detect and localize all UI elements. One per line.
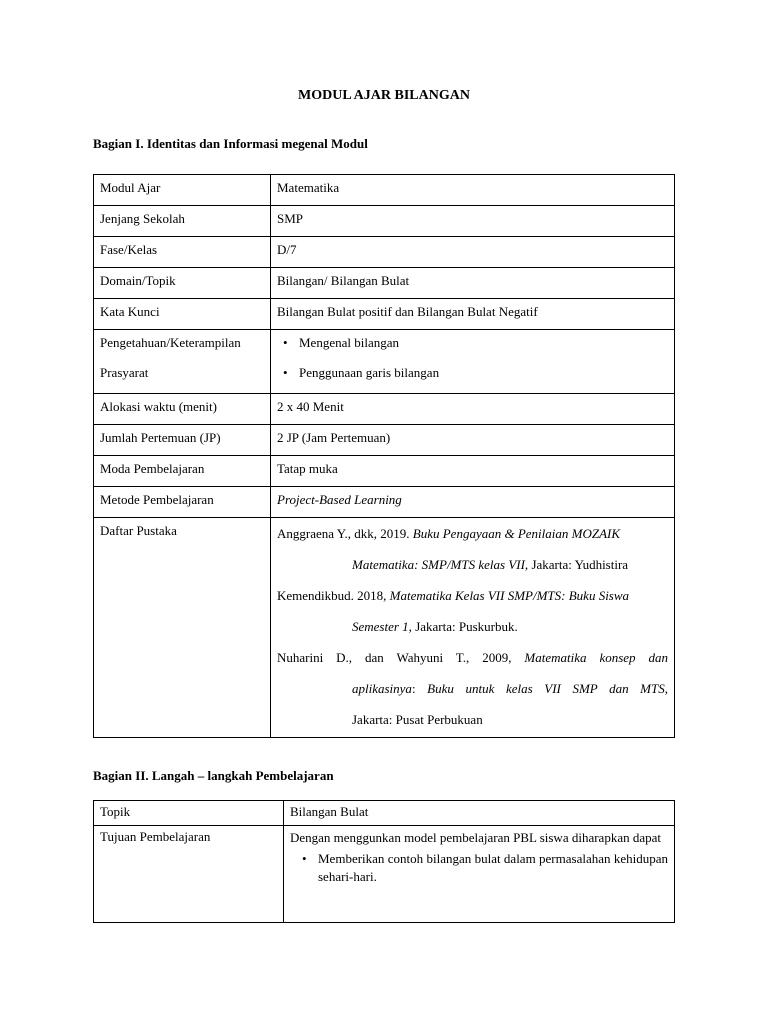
- row-value: 2 JP (Jam Pertemuan): [271, 425, 675, 456]
- ref-title: Semester 1,: [352, 619, 412, 634]
- learning-steps-table: [93, 800, 675, 923]
- row-value: Tatap muka: [271, 456, 675, 487]
- list-item: • Penggunaan garis bilangan: [299, 364, 668, 382]
- ref-publisher: Jakarta: Pusat Perbukuan: [352, 712, 483, 727]
- prasyarat-label-line1: Pengetahuan/Keterampilan: [100, 335, 241, 350]
- table-row: [94, 237, 675, 268]
- ref-title: Buku Pengayaan & Penilaian MOZAIK: [412, 526, 621, 541]
- ref-publisher: Jakarta: Puskurbuk.: [411, 619, 518, 634]
- prasyarat-label-line2: Prasyarat: [100, 365, 149, 380]
- table-row: [94, 175, 675, 206]
- module-identity-table: [93, 174, 675, 738]
- section-1-heading: Bagian I. Identitas dan Informasi megenal Modul: [93, 136, 368, 151]
- list-item: • Memberikan contoh bilangan bulat dalam permasalahan kehidupan sehari-hari.: [318, 850, 668, 886]
- ref-title: Matematika konsep dan: [524, 650, 668, 665]
- table-row: [94, 801, 675, 826]
- row-value: SMP: [271, 206, 675, 237]
- section-2-heading: Bagian II. Langah – langkah Pembelajaran: [93, 768, 334, 783]
- row-label: Domain/Topik: [94, 268, 271, 299]
- row-label: Metode Pembelajaran: [94, 487, 271, 518]
- row-label: Fase/Kelas: [94, 237, 271, 268]
- table-row: [94, 299, 675, 330]
- reference-1: [277, 518, 668, 580]
- method-value: Project-Based Learning: [277, 492, 402, 507]
- ref-title: Matematika Kelas VII SMP/MTS: Buku Siswa: [389, 588, 630, 603]
- row-value: [271, 330, 675, 394]
- ref-author: Kemendikbud. 2018,: [277, 588, 390, 603]
- table-row: [94, 394, 675, 425]
- row-value: [271, 518, 675, 738]
- row-label: Topik: [94, 801, 284, 826]
- row-value: D/7: [271, 237, 675, 268]
- ref-separator: :: [411, 681, 428, 696]
- row-label: Daftar Pustaka: [94, 518, 271, 738]
- table-row: [94, 456, 675, 487]
- table-row: [94, 268, 675, 299]
- row-label: Modul Ajar: [94, 175, 271, 206]
- row-label: Jenjang Sekolah: [94, 206, 271, 237]
- prasyarat-list: [277, 334, 668, 382]
- row-label: Kata Kunci: [94, 299, 271, 330]
- table-row: [94, 487, 675, 518]
- table-row-prasyarat: [94, 330, 675, 394]
- row-value: [284, 826, 675, 923]
- table-row: [94, 826, 675, 923]
- row-value: Bilangan/ Bilangan Bulat: [271, 268, 675, 299]
- ref-separator: ,: [664, 681, 668, 696]
- row-value: Matematika: [271, 175, 675, 206]
- reference-3: [277, 642, 668, 735]
- ref-title: aplikasinya: [352, 681, 412, 696]
- ref-title: Buku untuk kelas VII SMP dan MTS: [427, 681, 665, 696]
- row-label: Jumlah Pertemuan (JP): [94, 425, 271, 456]
- tujuan-list: [290, 850, 668, 886]
- row-label: Tujuan Pembelajaran: [94, 826, 284, 923]
- row-value: Bilangan Bulat positif dan Bilangan Bulat Negatif: [271, 299, 675, 330]
- reference-2: [277, 580, 668, 642]
- ref-author: Anggraena Y., dkk, 2019.: [277, 526, 413, 541]
- tujuan-intro: Dengan menggunkan model pembelajaran PBL siswa diharapkan dapat: [290, 830, 661, 845]
- row-value: 2 x 40 Menit: [271, 394, 675, 425]
- row-label: [94, 330, 271, 394]
- table-row: [94, 206, 675, 237]
- table-row-pustaka: [94, 518, 675, 738]
- list-item: • Mengenal bilangan: [299, 334, 668, 352]
- row-label: Moda Pembelajaran: [94, 456, 271, 487]
- ref-publisher: Jakarta: Yudhistira: [528, 557, 629, 572]
- document-title: MODUL AJAR BILANGAN: [298, 88, 470, 103]
- table-row: [94, 425, 675, 456]
- row-value: Bilangan Bulat: [284, 801, 675, 826]
- ref-author: Nuharini D., dan Wahyuni T., 2009,: [277, 650, 525, 665]
- ref-title: Matematika: SMP/MTS kelas VII,: [352, 557, 529, 572]
- row-label: Alokasi waktu (menit): [94, 394, 271, 425]
- row-value: [271, 487, 675, 518]
